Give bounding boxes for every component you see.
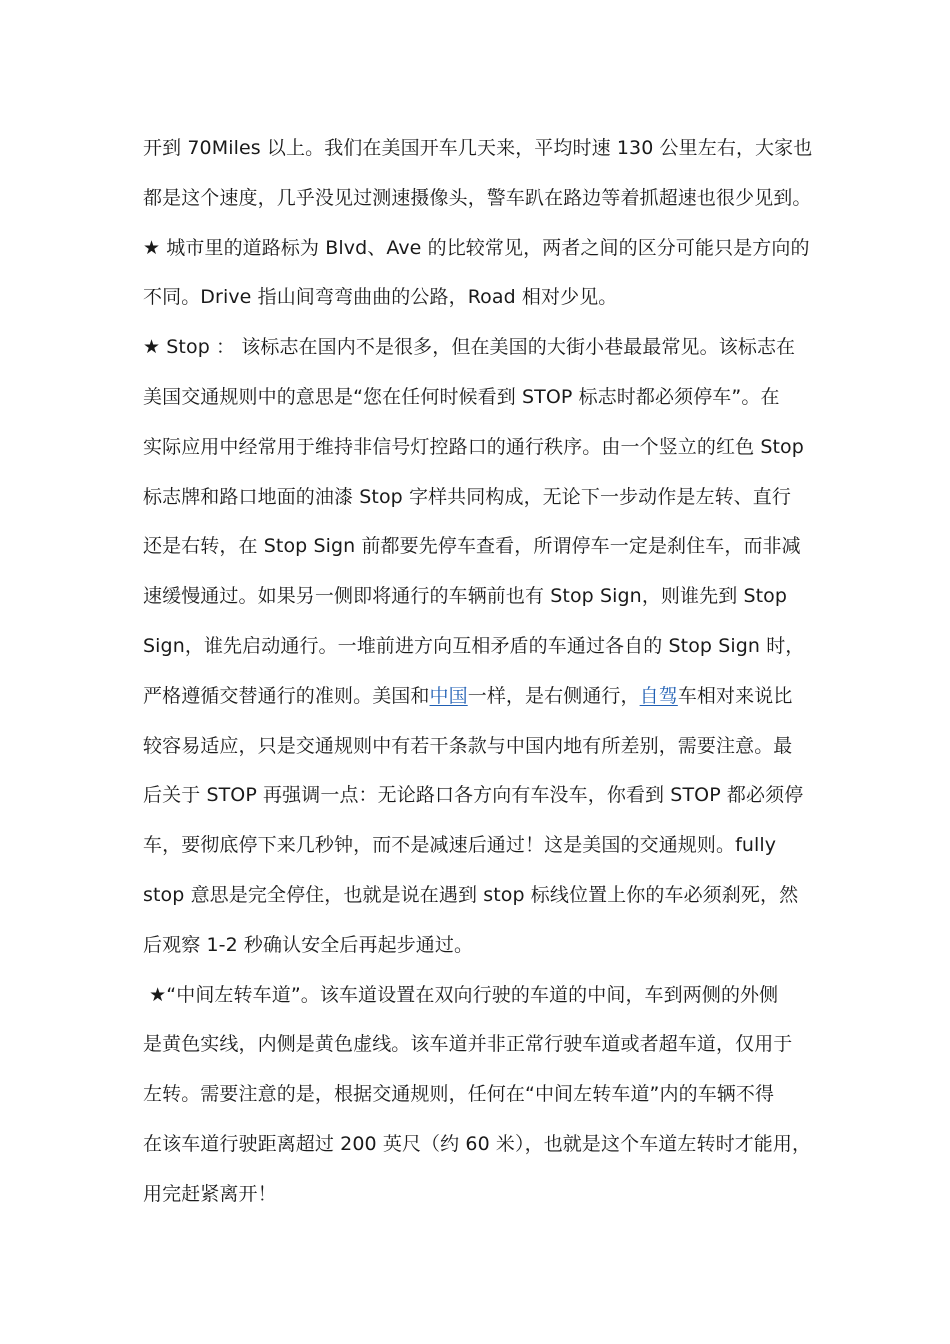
text-line-with-links (143, 672, 823, 722)
text-line: 实际应用中经常用于维持非信号灯控路口的通行秩序。由一个竖立的红色 Stop (143, 435, 804, 458)
text-segment: 车相对来说比 (677, 684, 793, 707)
text-line: ★ Stop ： 该标志在国内不是很多，但在美国的大街小巷最最常见。该标志在 (143, 336, 796, 359)
text-line: 标志牌和路口地面的油漆 Stop 字样共同构成，无论下一步动作是左转、直行 (143, 485, 791, 508)
text-line: 车，要彻底停下来几秒钟，而不是减速后通过！这是美国的交通规则。fully (143, 834, 777, 857)
text-line: 在该车道行驶距离超过 200 英尺（约 60 米），也就是这个车道左转时才能用， (143, 1132, 812, 1155)
text-line: 后观察 1-2 秒确认安全后再起步通过。 (143, 933, 474, 956)
text-line: 较容易适应，只是交通规则中有若干条款与中国内地有所差别，需要注意。最 (143, 734, 793, 757)
text-line: ★“中间左转车道”。该车道设置在双向行驶的车道的中间，车到两侧的外侧 (143, 983, 779, 1006)
text-line: stop 意思是完全停住，也就是说在遇到 stop 标线位置上你的车必须刹死，然 (143, 883, 799, 906)
text-line: 美国交通规则中的意思是“您在任何时候看到 STOP 标志时都必须停车”。在 (143, 385, 780, 408)
text-line: 速缓慢通过。如果另一侧即将通行的车辆前也有 Stop Sign，则谁先到 Stop (143, 585, 788, 608)
text-segment: 一样，是右侧通行， (467, 684, 640, 707)
text-line: 后关于 STOP 再强调一点：无论路口各方向有车没车，你看到 STOP 都必须停 (143, 784, 804, 807)
text-line: 还是右转，在 Stop Sign 前都要先停车查看，所谓停车一定是刹住车，而非减 (143, 535, 801, 558)
text-line: 不同。Drive 指山间弯弯曲曲的公路，Road 相对少见。 (143, 286, 618, 309)
text-line: 都是这个速度，几乎没见过测速摄像头，警车趴在路边等着抓超速也很少见到。 (143, 186, 812, 209)
article-body (143, 124, 823, 1220)
link-self-drive[interactable]: 自驾 (639, 684, 678, 707)
text-line: 是黄色实线，内侧是黄色虚线。该车道并非正常行驶车道或者超车道，仅用于 (143, 1033, 793, 1056)
text-line: 开到 70Miles 以上。我们在美国开车几天来，平均时速 130 公里左右，大家也 (143, 137, 813, 159)
text-line: 左转。需要注意的是，根据交通规则，任何在“中间左转车道”内的车辆不得 (143, 1083, 775, 1106)
text-line: 用完赶紧离开！ (143, 1182, 277, 1205)
text-segment: 严格遵循交替通行的准则。美国和 (143, 684, 430, 707)
text-line: Sign，谁先启动通行。一堆前进方向互相矛盾的车通过各自的 Stop Sign 时， (143, 634, 805, 657)
text-line: ★ 城市里的道路标为 Blvd、Ave 的比较常见，两者之间的区分可能只是方向的 (143, 236, 810, 259)
link-china[interactable]: 中国 (429, 684, 468, 707)
